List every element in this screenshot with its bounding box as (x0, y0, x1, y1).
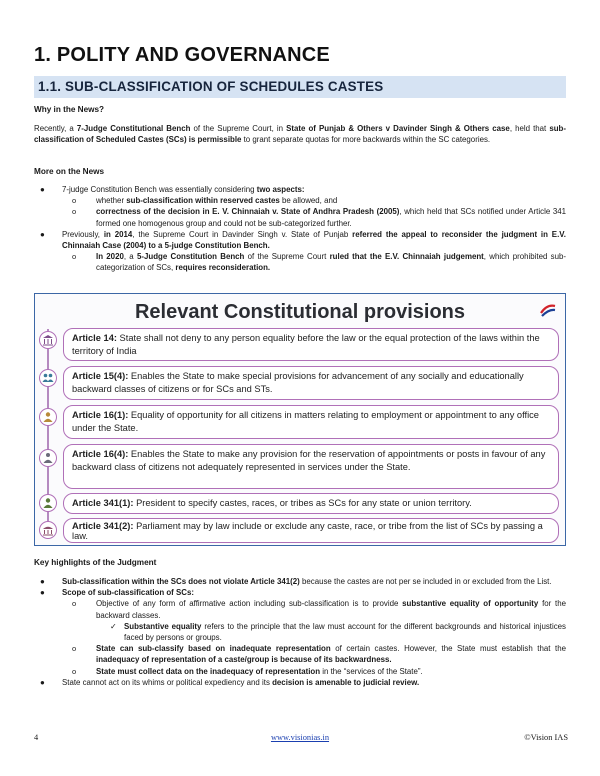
list-item: ✓ Substantive equality refers to the principle that the law must account for the different backgrounds and historical injustices faced by persons or groups. (110, 621, 566, 643)
list-item: ● Scope of sub-classification of SCs: (40, 588, 194, 598)
more-news-list (34, 184, 566, 274)
highlights-list (34, 576, 566, 688)
list-item: o State must collect data on the inadequacy of representation in the “services of the State”. (72, 666, 423, 676)
article-15-4-badge (39, 369, 57, 387)
footer-brand: ©Vision IAS (524, 733, 568, 742)
president-icon (42, 497, 54, 509)
people-icon (42, 372, 54, 384)
list-item: ● State cannot act on its whims or political expediency and its decision is amenable to judicial review. (40, 677, 420, 687)
group-icon (42, 452, 54, 464)
list-item: o Objective of any form of affirmative action including sub-classification is to provide substantive equality of opportunity for the backward classes. (72, 599, 566, 620)
article-341-1-badge (39, 494, 57, 512)
article-341-1-card: Article 341(1): President to specify castes, races, or tribes as SCs for any state or union territory. (63, 493, 559, 514)
list-item: o State can sub-classify based on inadequate representation of certain castes. However, the State must establish that the inadequacy of representation of a caste/group is because of its backwardness. (72, 644, 566, 665)
infographic-title: Relevant Constitutional provisions (134, 301, 466, 323)
article-341-2-card: Article 341(2): Parliament may by law include or exclude any caste, race, or tribe from the list of SCs by passing a law. (63, 518, 559, 543)
parliament-icon (42, 524, 54, 536)
constitutional-provisions-infographic (34, 293, 566, 546)
article-341-2-badge (39, 521, 57, 539)
list-item: o whether sub-classification within reserved castes be allowed, and (72, 196, 338, 206)
page-number: 4 (34, 733, 39, 742)
list-item: o correctness of the decision in E. V. Chinnaiah v. State of Andhra Pradesh (2005), which held that SCs notified under Article 341 formed one homogenous group and could not be sub-categorized further. (72, 207, 566, 228)
website-link[interactable]: www.visionias.in (270, 733, 330, 742)
article-15-4-card: Article 15(4): Enables the State to make special provisions for advancement of any socially and educationally backward classes of citizens or for SCs and STs. (63, 366, 559, 400)
why-news-paragraph: Recently, a 7-Judge Constitutional Bench of the Supreme Court, in State of Punjab & Others v Davinder Singh & Others case, held that sub-classification of Scheduled Castes (SCs) is permissible to grant separate quotas for more backwards within the SC categories. (34, 124, 566, 145)
list-item: ● Sub-classification within the SCs does not violate Article 341(2) because the castes are not per se included in or excluded from the List. (40, 577, 552, 586)
court-icon (42, 334, 54, 346)
article-16-1-card: Article 16(1): Equality of opportunity for all citizens in matters relating to employment or appointment to any office under the State. (63, 405, 559, 439)
why-news-heading: Why in the News? (34, 105, 105, 114)
page-title: 1. POLITY AND GOVERNANCE (34, 44, 330, 66)
person-icon (42, 411, 54, 423)
article-16-4-card: Article 16(4): Enables the State to make any provision for the reservation of appointments or posts in favour of any backward class of citizens not adequately represented in services under the State. (63, 444, 559, 489)
list-item: o In 2020, a 5-Judge Constitution Bench of the Supreme Court ruled that the E.V. Chinnaiah judgement, which prohibited sub-categorization of SCs, requires reconsideration. (72, 252, 566, 273)
highlights-heading: Key highlights of the Judgment (34, 558, 157, 567)
list-item: ● 7-judge Constitution Bench was essentially considering two aspects: (40, 185, 305, 194)
vision-logo-icon (539, 301, 557, 319)
list-item: ● Previously, in 2014, the Supreme Court in Davinder Singh v. State of Punjab referred the appeal to reconsider the judgment in E.V. Chinnaiah Case (2004) to a 5-judge Constitution Bench. (40, 229, 566, 251)
article-16-4-badge (39, 449, 57, 467)
more-news-heading: More on the News (34, 167, 105, 176)
article-16-1-badge (39, 408, 57, 426)
section-title: 1.1. SUB-CLASSIFICATION OF SCHEDULES CASTES (38, 79, 384, 94)
article-14-badge (39, 331, 57, 349)
article-14-card: Article 14: State shall not deny to any person equality before the law or the equal protection of the laws within the territory of India (63, 328, 559, 361)
